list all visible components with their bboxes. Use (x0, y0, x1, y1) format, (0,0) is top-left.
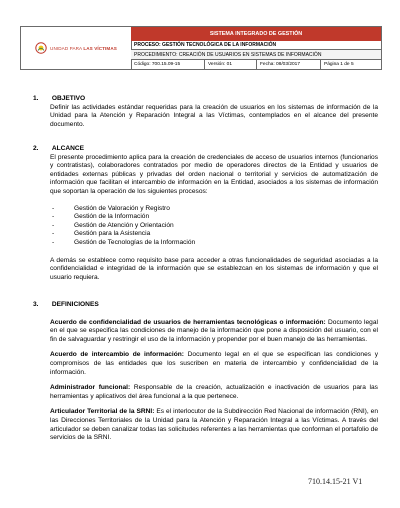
section-definiciones (33, 301, 378, 443)
logo-text-b: LAS VÍCTIMAS (83, 45, 117, 51)
list-item: - Gestión de Tecnologías de la Información (50, 239, 378, 248)
section-objetivo (33, 95, 378, 129)
list-item: - Gestión de Atención y Orientación (50, 222, 378, 231)
definition-item (50, 384, 378, 401)
date-label: Fecha: 08/03/2017 (257, 60, 321, 69)
section-title (33, 145, 378, 154)
list-item: - Gestión de Valoración y Registro (50, 205, 378, 214)
definition-text: Documento legal en el que se especifica las condiciones de manejo de la información que pone a disposición del usuario, con el fin de salvaguardar y restringir el uso de la información y propender por el buen manejo de las herramientas. (50, 318, 378, 343)
logo-text (50, 46, 117, 51)
section-title (33, 95, 378, 104)
code-label: Código: 700.15.09-15 (131, 60, 205, 69)
logo-emblem-icon (35, 42, 47, 54)
section-title-text: OBJETIVO (51, 95, 86, 102)
logo-cell (21, 27, 132, 69)
section-title (33, 301, 378, 310)
procedure-label: PROCEDIMIENTO: CREACIÓN DE USUARIOS EN SISTEMAS DE INFORMACIÓN (131, 50, 381, 60)
process-list (50, 205, 378, 248)
definition-term: Administrador funcional: (50, 384, 131, 392)
list-item: - Gestión para la Asistencia (50, 230, 378, 239)
version-label: Versión: 01 (205, 60, 257, 69)
objetivo-text: Definir las actividades estándar requeridas para la creación de usuarios en los sistemas de información de la Unidad para la Atención y Reparación Integral a las Víctimas, contemplados en el alcance del presente documento. (50, 103, 378, 128)
definition-text: Es el interlocutor de la Subdirección Red Nacional de información (RNI), en las Direcciones Territoriales de la Unidad para la Atención y Reparación Integral a las Víctimas. A través del articulador se deben canalizar todas las solicitudes referentes a las herramientas que conforman el portafolio de servicios de la SRNI. (50, 408, 378, 442)
header-info (131, 27, 381, 69)
section-title-text: DEFINICIONES (51, 301, 99, 308)
definition-term: Articulador Territorial de la SRNI: (50, 408, 155, 416)
definition-text: Responsable de la creación, actualización e inactivación de usuarios para las herramientas y aplicativos del área funcional a la que pertenece. (50, 384, 378, 400)
alcance-text: El presente procedimiento aplica para la creación de credenciales de acceso de usuarios internos (funcionarios y contratistas), colaboradores contratados por medio de operadores directos de la Entidad y usuarios de entidades externas públicas y privadas del orden nacional o territorial y servicios de automatización de información que facilitan el intercambio de información en la Entidad, asociados a los sistemas de información que soportan la operación de los siguientes procesos: (50, 153, 378, 195)
meta-row (131, 60, 381, 69)
section-number: 3. (33, 301, 39, 308)
page-label: Página 1 de 5 (324, 62, 354, 67)
section-number: 1. (33, 95, 39, 102)
definition-text: Documento legal en el que se especifican las condiciones y compromisos de las entidades que los suscriben en materia de intercambio y confidencialidad de la información. (50, 351, 378, 376)
definition-term: Acuerdo de intercambio de información: (50, 351, 184, 359)
definition-item (50, 408, 378, 442)
logo-text-a: UNIDAD PARA (50, 45, 82, 51)
document-header (20, 26, 382, 70)
definition-item (50, 319, 378, 345)
section-alcance (33, 145, 378, 282)
definition-item (50, 351, 378, 377)
process-label: PROCESO: GESTIÓN TECNOLÓGICA DE LA INFORMACIÓN (131, 41, 381, 50)
alcance-text-2: A demás se establece como requisito base para acceder a otras funcionalidades de seguridad asociadas a la confidencialidad e integridad de la información que se establezcan en los sistemas de información y que el usuario requiera. (50, 256, 378, 281)
system-title: SISTEMA INTEGRADO DE GESTIÓN (131, 27, 381, 41)
section-number: 2. (33, 145, 39, 152)
unidad-victimas-logo (35, 42, 117, 54)
list-item: - Gestión de la Información (50, 213, 378, 222)
definition-term: Acuerdo de confidencialidad de usuarios de herramientas tecnológicas o información: (50, 318, 326, 326)
section-title-text: ALCANCE (51, 145, 85, 152)
form-code: 710.14.15-21 V1 (308, 477, 363, 486)
